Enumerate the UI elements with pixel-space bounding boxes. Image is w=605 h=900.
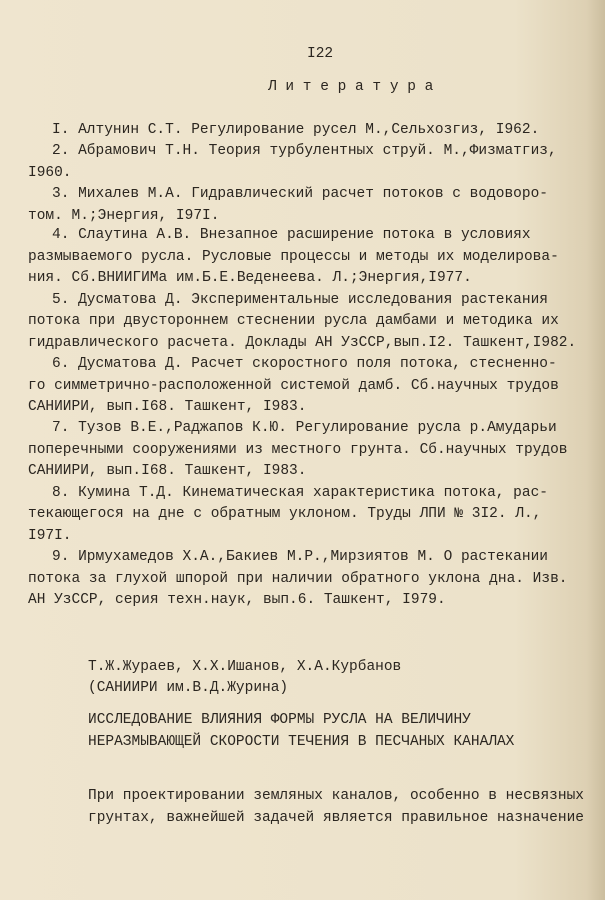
- reference-continuation: I97I.: [28, 528, 72, 544]
- article-affiliation: (САНИИРИ им.В.Д.Журина): [88, 680, 289, 696]
- reference-item: 2. Абрамович Т.Н. Теория турбулентных струй. М.,Физматгиз,: [52, 143, 557, 159]
- article-authors: Т.Ж.Жураев, Х.Х.Ишанов, Х.А.Курбанов: [88, 659, 402, 675]
- reference-continuation: текающегося на дне с обратным уклоном. Труды ЛПИ № 3I2. Л.,: [28, 506, 542, 522]
- reference-continuation: САНИИРИ, вып.I68. Ташкент, I983.: [28, 399, 307, 415]
- reference-item: 8. Кумина Т.Д. Кинематическая характеристика потока, рас-: [52, 485, 548, 501]
- reference-continuation: потока при двустороннем стеснении русла дамбами и методика их: [28, 313, 559, 329]
- reference-item: I. Алтунин С.Т. Регулирование русел М.,Сельхозгиз, I962.: [52, 122, 540, 138]
- reference-continuation: I960.: [28, 165, 72, 181]
- reference-continuation: поперечными сооружениями из местного грунта. Сб.научных трудов: [28, 442, 568, 458]
- article-title-line: ИССЛЕДОВАНИЕ ВЛИЯНИЯ ФОРМЫ РУСЛА НА ВЕЛИЧИНУ: [88, 712, 471, 728]
- article-title-line: НЕРАЗМЫВАЮЩЕЙ СКОРОСТИ ТЕЧЕНИЯ В ПЕСЧАНЫХ КАНАЛАХ: [88, 734, 515, 750]
- page-number: I22: [307, 46, 334, 62]
- reference-continuation: ния. Сб.ВНИИГИМа им.Б.Е.Веденеева. Л.;Энергия,I977.: [28, 270, 472, 286]
- reference-continuation: потока за глухой шпорой при наличии обратного уклона дна. Изв.: [28, 571, 568, 587]
- reference-continuation: гидравлического расчета. Доклады АН УзССР,вып.I2. Ташкент,I982.: [28, 335, 577, 351]
- reference-continuation: САНИИРИ, вып.I68. Ташкент, I983.: [28, 463, 307, 479]
- reference-continuation: размываемого русла. Русловые процессы и методы их моделирова-: [28, 249, 559, 265]
- reference-item: 5. Дусматова Д. Экспериментальные исследования растекания: [52, 292, 548, 308]
- reference-item: 7. Тузов В.Е.,Раджапов К.Ю. Регулирование русла р.Амударьи: [52, 420, 557, 436]
- reference-continuation: АН УзССР, серия техн.наук, вып.6. Ташкент, I979.: [28, 592, 446, 608]
- article-body-line: грунтах, важнейшей задачей является правильное назначение: [88, 810, 584, 826]
- reference-continuation: том. М.;Энергия, I97I.: [28, 208, 220, 224]
- references-heading: Л и т е р а т у р а: [268, 79, 434, 95]
- reference-item: 3. Михалев М.А. Гидравлический расчет потоков с водоворо-: [52, 186, 548, 202]
- reference-continuation: го симметрично-расположенной системой дамб. Сб.научных трудов: [28, 378, 559, 394]
- article-body-line: При проектировании земляных каналов, особенно в несвязных: [88, 788, 584, 804]
- reference-item: 4. Слаутина А.В. Внезапное расширение потока в условиях: [52, 227, 531, 243]
- reference-item: 9. Ирмухамедов Х.А.,Бакиев М.Р.,Мирзиятов М. О растекании: [52, 549, 548, 565]
- reference-item: 6. Дусматова Д. Расчет скоростного поля потока, стесненно-: [52, 356, 557, 372]
